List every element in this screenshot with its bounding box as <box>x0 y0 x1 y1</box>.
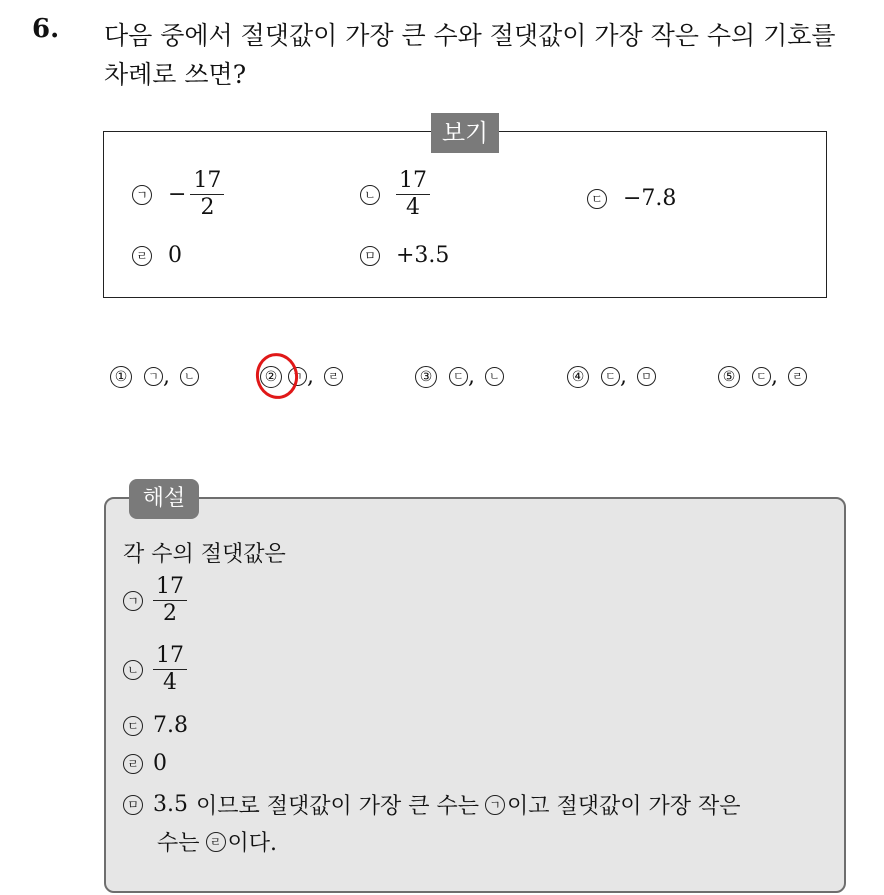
circle-mark: ㄷ <box>449 367 468 386</box>
circle-mark: ㅁ <box>123 795 143 815</box>
circle-mark: ㄹ <box>206 832 226 852</box>
fraction <box>153 643 187 697</box>
fraction <box>190 168 224 222</box>
numerator: 17 <box>190 168 224 195</box>
circle-mark: ㅁ <box>360 246 380 266</box>
circle-mark: ㄱ <box>123 591 143 611</box>
minus-sign: − <box>168 182 187 208</box>
circle-mark: ㄹ <box>788 367 807 386</box>
choice-number: ② <box>260 366 282 388</box>
solution-intro: 각 수의 절댓값은 <box>123 542 286 567</box>
solution-row-c <box>123 713 188 738</box>
denominator: 4 <box>163 670 177 696</box>
solution-conclusion-line2 <box>157 826 277 857</box>
circle-mark: ㄱ <box>485 795 505 815</box>
choice-number: ⑤ <box>718 366 740 388</box>
denominator: 2 <box>163 601 177 627</box>
circle-mark: ㄱ <box>144 367 163 386</box>
solution-row-d <box>123 751 167 776</box>
circle-mark: ㄹ <box>132 246 152 266</box>
bogi-label: 보기 <box>431 113 499 153</box>
numerator: 17 <box>153 643 187 670</box>
circle-mark: ㄴ <box>360 185 380 205</box>
conclusion-text: 수는 <box>157 831 200 856</box>
question-text-line2: 차례로 쓰면? <box>104 60 247 89</box>
circle-mark: ㄱ <box>132 185 152 205</box>
solution-row-e <box>123 789 741 820</box>
circle-mark: ㄹ <box>123 754 143 774</box>
separator: , <box>771 364 778 389</box>
circle-mark: ㄹ <box>324 367 343 386</box>
value: +3.5 <box>396 243 450 268</box>
conclusion-text: 이다. <box>227 831 278 856</box>
fraction <box>396 168 430 222</box>
choice-5[interactable] <box>718 364 807 389</box>
bogi-item-d <box>132 243 182 268</box>
fraction <box>153 574 187 628</box>
numerator: 17 <box>153 574 187 601</box>
circle-mark: ㅁ <box>637 367 656 386</box>
question-text-line1: 다음 중에서 절댓값이 가장 큰 수와 절댓값이 가장 작은 수의 기호를 <box>104 21 836 50</box>
solution-row-b <box>123 643 187 697</box>
solution-label: 해설 <box>129 479 199 519</box>
choice-3[interactable] <box>415 364 504 389</box>
conclusion-text: 이므로 절댓값이 가장 큰 수는 <box>196 794 479 819</box>
bogi-item-b <box>360 168 430 222</box>
bogi-item-e <box>360 243 449 268</box>
separator: , <box>620 364 627 389</box>
circle-mark: ㄷ <box>587 189 607 209</box>
numerator: 17 <box>396 168 430 195</box>
choice-4[interactable] <box>567 364 656 389</box>
choice-number: ③ <box>415 366 437 388</box>
question-number: 6. <box>32 14 60 44</box>
circle-mark: ㄷ <box>601 367 620 386</box>
circle-mark: ㄴ <box>485 367 504 386</box>
answer-mark-circle <box>252 349 303 403</box>
value: 0 <box>168 243 182 268</box>
solution-row-a <box>123 574 187 628</box>
bogi-item-c <box>587 186 676 211</box>
value: 0 <box>153 751 167 776</box>
circle-mark: ㄴ <box>180 367 199 386</box>
choice-number: ④ <box>567 366 589 388</box>
denominator: 4 <box>406 195 420 221</box>
choice-number: ① <box>110 366 132 388</box>
separator: , <box>163 364 170 389</box>
circle-mark: ㄱ <box>288 367 307 386</box>
value: 7.8 <box>153 713 188 738</box>
circle-mark: ㄷ <box>123 716 143 736</box>
bogi-item-a <box>132 168 224 222</box>
choice-1[interactable] <box>110 364 199 389</box>
separator: , <box>468 364 475 389</box>
conclusion-text: 이고 절댓값이 가장 작은 <box>507 794 741 819</box>
value: −7.8 <box>623 186 677 211</box>
circle-mark: ㄴ <box>123 660 143 680</box>
circle-mark: ㄷ <box>752 367 771 386</box>
separator: , <box>307 364 314 389</box>
value: 3.5 <box>153 792 188 817</box>
denominator: 2 <box>200 195 215 221</box>
